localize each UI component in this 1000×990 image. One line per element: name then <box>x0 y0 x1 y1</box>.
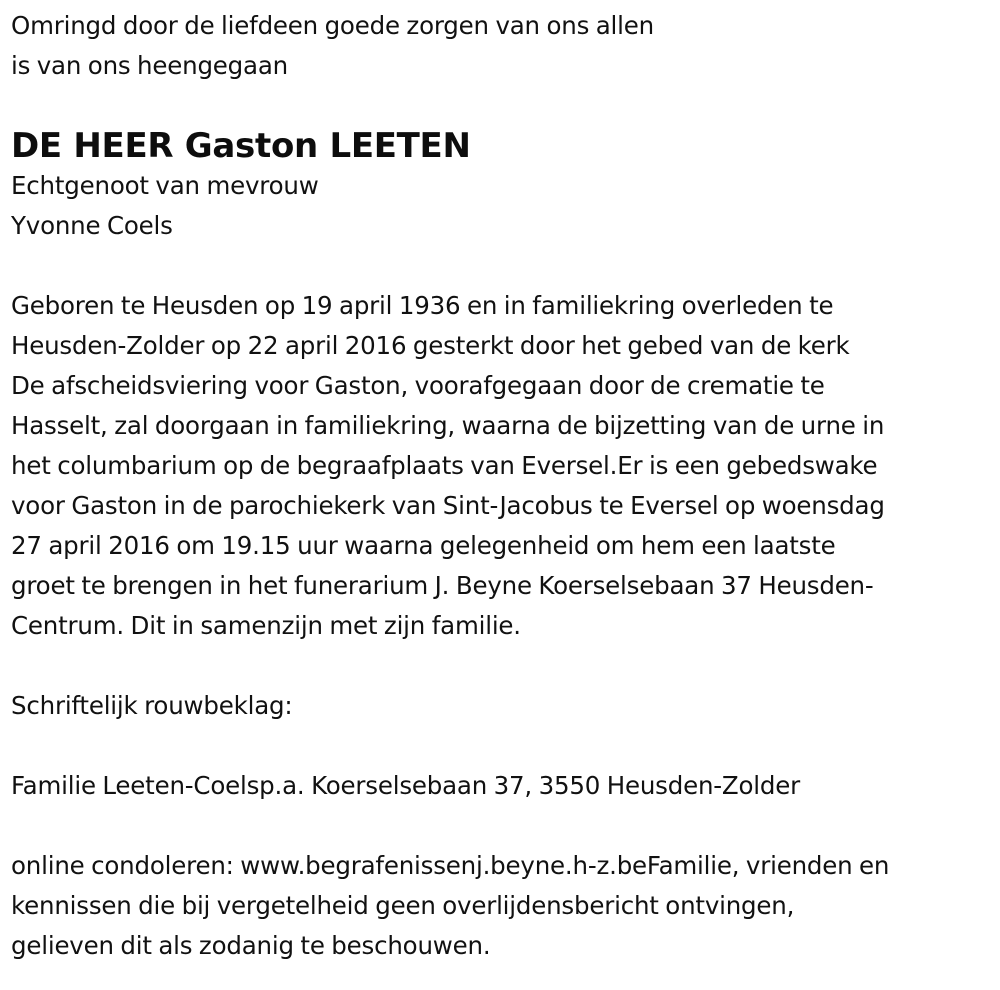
body-line: Geboren te Heusden op 19 april 1936 en in familiekring overleden te <box>11 291 834 320</box>
spacer <box>11 646 991 686</box>
body-line: voor Gaston in de parochiekerk van Sint-Jacobus te Eversel op woensdag <box>11 491 885 520</box>
spacer <box>11 806 991 846</box>
intro-line-1: Omringd door de liefdeen goede zorgen van ons allen <box>11 11 654 40</box>
deceased-name: DE HEER Gaston LEETEN <box>11 126 471 166</box>
spacer <box>11 246 991 286</box>
body-line: 27 april 2016 om 19.15 uur waarna gelegenheid om hem een laatste <box>11 531 836 560</box>
body-line: groet te brengen in het funerarium J. Beyne Koerselsebaan 37 Heusden- <box>11 571 874 600</box>
intro-line-2: is van ons heengegaan <box>11 51 288 80</box>
spouse-line-1: Echtgenoot van mevrouw <box>11 171 319 200</box>
closing-paragraph <box>11 846 991 966</box>
condolence-address: Familie Leeten-Coelsp.a. Koerselsebaan 37, 3550 Heusden-Zolder <box>11 771 800 800</box>
closing-line: gelieven dit als zodanig te beschouwen. <box>11 931 491 960</box>
spacer <box>11 726 991 766</box>
obituary-notice <box>11 6 991 966</box>
spouse-line-2: Yvonne Coels <box>11 211 173 240</box>
body-paragraph <box>11 286 991 646</box>
body-line: het columbarium op de begraafplaats van Eversel.Er is een gebedswake <box>11 451 878 480</box>
condolence-heading: Schriftelijk rouwbeklag: <box>11 691 293 720</box>
closing-line: kennissen die bij vergetelheid geen overlijdensbericht ontvingen, <box>11 891 795 920</box>
body-line: De afscheidsviering voor Gaston, voorafgegaan door de crematie te <box>11 371 825 400</box>
body-line: Centrum. Dit in samenzijn met zijn familie. <box>11 611 521 640</box>
body-line: Hasselt, zal doorgaan in familiekring, waarna de bijzetting van de urne in <box>11 411 885 440</box>
body-line: Heusden-Zolder op 22 april 2016 gesterkt door het gebed van de kerk <box>11 331 850 360</box>
closing-line: online condoleren: www.begrafenissenj.beyne.h-z.beFamilie, vrienden en <box>11 851 890 880</box>
